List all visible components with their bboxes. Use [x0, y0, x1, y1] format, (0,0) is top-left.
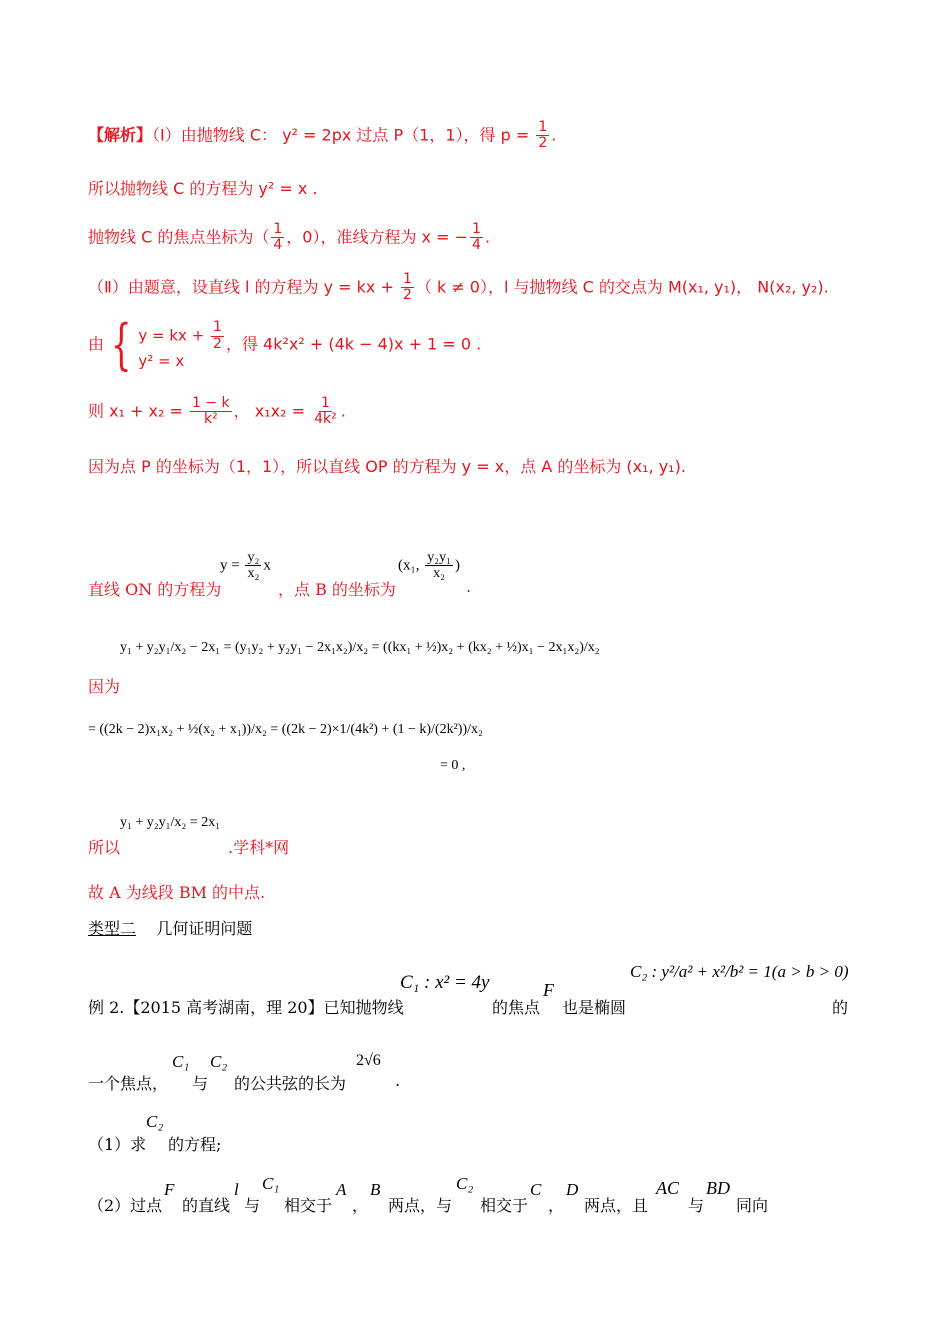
- section-heading: [88, 916, 252, 939]
- fraction: [425, 550, 453, 582]
- section-title: 几何证明问题: [156, 919, 253, 938]
- b-label-row: [278, 577, 396, 600]
- on-eq-lhs: y =: [220, 557, 244, 574]
- denominator: 4: [472, 237, 481, 254]
- because-label: 因为: [88, 677, 121, 696]
- question-2-c: 与: [244, 1196, 261, 1215]
- denominator: x₂: [433, 566, 446, 582]
- analysis-line-4: [88, 272, 829, 304]
- question-2-e: 两点，与: [388, 1196, 453, 1215]
- denominator: 2: [213, 335, 222, 352]
- numerator: 1: [213, 319, 222, 336]
- focus-F: F: [543, 980, 554, 1000]
- question-1-a: （1）求: [88, 1135, 147, 1154]
- denominator: 2: [538, 135, 548, 152]
- focus-text: 的焦点: [492, 998, 541, 1017]
- analysis-line-3: 抛物线 C 的焦点坐标为（ $\frac{1}{4}$ ，0），准线方程为 x = − $\frac{1}{4}$ .: [88, 221, 491, 254]
- fraction: [190, 396, 232, 428]
- analysis-text: 由: [88, 334, 105, 354]
- c1-symbol: C₁: [172, 1052, 190, 1071]
- proof-eq-1: y₁ + y₂y₁/x₂ − 2x₁ = (y₁y₂ + y₂y₁ − 2x₁x₂)/x₂ = ((kx₁ + ½)x₂ + (kx₂ + ½)x₁ − 2x₁x₂)/x₂: [120, 640, 600, 655]
- system-eq-1: [138, 320, 226, 352]
- analysis-text: 则 x₁ + x₂ =: [88, 401, 189, 421]
- fraction: [271, 222, 284, 254]
- q2-c2: C₂: [456, 1174, 474, 1193]
- numerator: y₂y₁: [427, 550, 451, 565]
- denominator: 2: [402, 287, 412, 304]
- brace-symbol: {: [110, 313, 132, 376]
- example-prefix: 例 2.【2015 高考湖南，理 20】已知抛物线: [88, 998, 404, 1017]
- numerator: 1: [472, 221, 481, 237]
- numerator: 1: [320, 395, 330, 411]
- question-2-h: 与: [688, 1196, 705, 1215]
- conclusion: 故 A 为线段 BM 的中点.: [88, 883, 266, 902]
- numerator: 1: [402, 271, 412, 287]
- q2-D: D: [566, 1180, 579, 1199]
- question-2-a: （2）过点: [88, 1196, 163, 1215]
- system-eq-1-text: y = kx +: [138, 326, 210, 345]
- so-label: 所以: [88, 838, 121, 857]
- question-2-d: 相交于: [284, 1196, 333, 1215]
- on-line-label-row: [88, 577, 221, 600]
- q2-l: l: [234, 1180, 239, 1199]
- question-2-f: 相交于: [480, 1196, 529, 1215]
- question-1-b: 的方程;: [168, 1135, 222, 1154]
- analysis-tag: 【解析】: [88, 125, 153, 145]
- analysis-text: 抛物线 C 的焦点坐标为（: [88, 227, 270, 247]
- fraction: [401, 272, 414, 304]
- c1-equation: C₁ : x² = 4y: [400, 972, 490, 993]
- c2-equation: C₂ : y²/a² + x²/b² = 1(a > b > 0): [630, 962, 849, 981]
- b-coordinate: [398, 550, 460, 582]
- question-2-b: 的直线: [182, 1196, 231, 1215]
- fraction: [245, 550, 261, 582]
- numerator: y₂: [247, 550, 260, 565]
- analysis-text: （Ⅰ）由抛物线 C： y² = 2px 过点 P（1，1），得 p =: [152, 125, 535, 145]
- analysis-line-6: 则 x₁ + x₂ = $\frac{1 - k}{\text{k²}}$ ， x₁x₂ = $\frac{1}{\text{4k²}}$ .: [88, 395, 346, 428]
- example-period: .: [395, 1071, 401, 1090]
- fraction: [536, 120, 549, 152]
- example-line-1: [88, 995, 404, 1018]
- numerator: 1: [538, 119, 548, 135]
- fraction: [470, 222, 483, 254]
- q2-F: F: [164, 1180, 175, 1199]
- analysis-text: （ k ≠ 0），l 与抛物线 C 的交点为 M(x₁, y₁)， N(x₂, y₂).: [415, 277, 829, 297]
- q1-c2-symbol: C₂: [146, 1112, 164, 1131]
- example-line-2b: 的公共弦的长为: [234, 1074, 347, 1093]
- on-equation: [220, 550, 271, 582]
- q2-c1: C₁: [262, 1174, 280, 1193]
- analysis-line-1: 【解析】（Ⅰ）由抛物线 C： y² = 2px 过点 P（1，1），得 p = $\frac{1}{2}$ .: [88, 119, 557, 152]
- on-eq-rhs: x: [263, 557, 271, 574]
- source-watermark: .学科*网: [228, 838, 290, 857]
- q2-C: C: [530, 1180, 542, 1199]
- fraction: [211, 320, 224, 352]
- example-line-2a: 一个焦点，: [88, 1074, 169, 1093]
- question-2-comma: ，: [352, 1196, 369, 1215]
- q2-A: A: [336, 1180, 347, 1199]
- denominator: x₂: [247, 566, 260, 582]
- question-2-comma-2: ，: [548, 1196, 565, 1215]
- system-eq-2: y² = x: [138, 351, 185, 370]
- question-2-g: 两点，且: [584, 1196, 649, 1215]
- analysis-line-7: 因为点 P 的坐标为（1，1），所以直线 OP 的方程为 y = x，点 A 的坐标为 (x₁, y₁).: [88, 457, 686, 476]
- yu-text: 与: [192, 1074, 209, 1093]
- analysis-line-5: [88, 313, 482, 376]
- analysis-text: ， x₁x₂ =: [233, 401, 311, 421]
- proof-eq-2: = ((2k − 2)x₁x₂ + ½(x₂ + x₁))/x₂ = ((2k − 2)×1/(4k²) + (1 − k)/(2k²))/x₂: [88, 722, 483, 737]
- proof-eq-3: y₁ + y₂y₁/x₂ = 2x₁: [120, 815, 221, 830]
- ellipse-text: 也是椭圆: [562, 998, 627, 1017]
- q2-B: B: [370, 1180, 381, 1199]
- analysis-text: ，得 4k²x² + (4k − 4)x + 1 = 0 .: [225, 334, 482, 354]
- b-coord-b: ): [455, 557, 460, 574]
- analysis-text: ，0），准线方程为 x = −: [286, 227, 469, 247]
- analysis-line-2: 所以抛物线 C 的方程为 y² = x .: [88, 179, 318, 198]
- numerator: 1 − k: [192, 395, 230, 411]
- analysis-text: （Ⅱ）由题意，设直线 l 的方程为 y = kx +: [88, 277, 399, 297]
- section-label: 类型二: [88, 919, 137, 938]
- b-period: .: [466, 577, 472, 596]
- q2-AC: AC: [656, 1178, 680, 1198]
- q2-BD: BD: [706, 1178, 730, 1198]
- denominator: 4: [273, 237, 283, 254]
- proof-eq-2-result: = 0 ,: [440, 758, 466, 773]
- denominator: 4k²: [314, 411, 337, 428]
- on-line-label: 直线 ON 的方程为: [88, 580, 222, 599]
- fraction: [312, 396, 339, 428]
- numerator: 1: [273, 221, 283, 237]
- chord-length: 2√6: [356, 1052, 381, 1069]
- equation-system: [138, 320, 226, 370]
- b-coord-a: (x₁,: [398, 557, 424, 574]
- denominator: k²: [203, 411, 218, 428]
- c2-symbol: C₂: [210, 1052, 228, 1071]
- b-label: ，点 B 的坐标为: [278, 580, 396, 599]
- de-text: 的: [832, 998, 849, 1017]
- question-2-i: 同向: [736, 1196, 769, 1215]
